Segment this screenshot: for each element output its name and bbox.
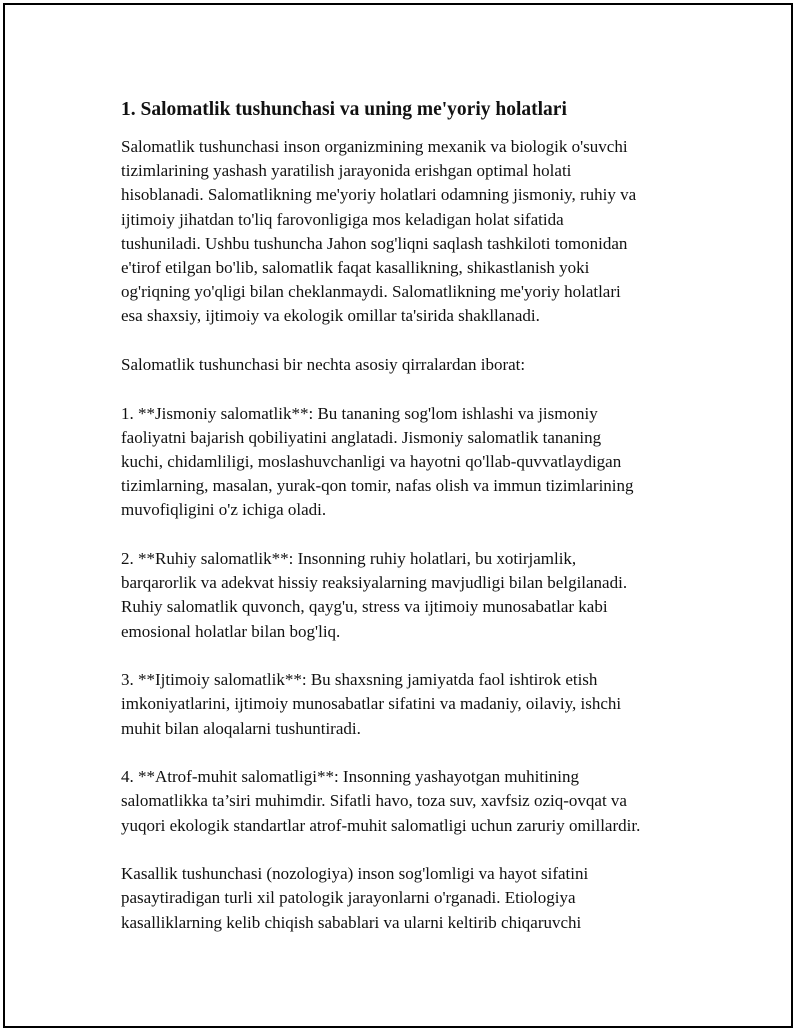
text-line: imkoniyatlarini, ijtimoiy munosabatlar sifatini va madaniy, oilaviy, ishchi — [121, 694, 622, 714]
page-frame — [3, 3, 793, 1028]
text-line: pasaytiradigan turli xil patologik jarayonlarni o'rganadi. Etiologiya — [121, 888, 576, 908]
text-line: tushuniladi. Ushbu tushuncha Jahon sog'liqni saqlash tashkiloti tomonidan — [121, 233, 628, 253]
paragraph — [121, 765, 701, 838]
text-line: emosional holatlar bilan bog'liq. — [121, 621, 341, 641]
text-line: e'tirof etilgan bo'lib, salomatlik faqat kasallikning, shikastlanish yoki — [121, 258, 590, 278]
text-line: 2. **Ruhiy salomatlik**: Insonning ruhiy holatlari, bu xotirjamlik, — [121, 549, 577, 569]
text-line: faoliyatni bajarish qobiliyatini anglatadi. Jismoniy salomatlik tananing — [121, 427, 602, 447]
text-line: barqarorlik va adekvat hissiy reaksiyalarning mavjudligi bilan belgilanadi. — [121, 573, 628, 593]
text-line: 4. **Atrof-muhit salomatligi**: Insonning yashayotgan muhitining — [121, 767, 580, 787]
text-line: kasalliklarning kelib chiqish sabablari va ularni keltirib chiqaruvchi — [121, 912, 582, 932]
text-line: og'riqning yo'qligi bilan cheklanmaydi. Salomatlikning me'yoriy holatlari — [121, 282, 621, 302]
text-line: salomatlikka ta’siri muhimdir. Sifatli havo, toza suv, xavfsiz oziq-ovqat va — [121, 791, 627, 811]
text-line: Salomatlik tushunchasi bir nechta asosiy qirralardan iborat: — [121, 355, 526, 375]
text-line: ijtimoiy jihatdan to'liq farovonligiga mos keladigan holat sifatida — [121, 209, 564, 229]
text-line: Kasallik tushunchasi (nozologiya) inson sog'lomligi va hayot sifatini — [121, 864, 589, 884]
paragraph — [121, 862, 701, 935]
text-line: tizimlarining yashash yaratilish jarayonida erishgan optimal holati — [121, 161, 572, 181]
text-line: kuchi, chidamliligi, moslashuvchanligi va hayotni qo'llab-quvvatlaydigan — [121, 452, 622, 472]
document-body — [121, 97, 701, 959]
text-line: hisoblanadi. Salomatlikning me'yoriy holatlari odamning jismoniy, ruhiy va — [121, 185, 637, 205]
text-line: 3. **Ijtimoiy salomatlik**: Bu shaxsning jamiyatda faol ishtirok etish — [121, 670, 598, 690]
text-line: muhit bilan aloqalarni tushuntiradi. — [121, 718, 361, 738]
text-line: Salomatlik tushunchasi inson organizmining mexanik va biologik o'suvchi — [121, 137, 628, 156]
text-line: yuqori ekologik standartlar atrof-muhit salomatligi uchun zaruriy omillardir. — [121, 815, 641, 835]
text-line: esa shaxsiy, ijtimoiy va ekologik omillar ta'sirida shakllanadi. — [121, 306, 540, 326]
paragraph — [121, 668, 701, 741]
paragraph — [121, 135, 701, 329]
paragraph-list — [121, 135, 701, 935]
paragraph — [121, 547, 701, 644]
text-line: tizimlarning, masalan, yurak-qon tomir, nafas olish va immun tizimlarining — [121, 476, 634, 496]
paragraph — [121, 402, 701, 523]
section-heading: 1. Salomatlik tushunchasi va uning me'yoriy holatlari — [121, 99, 567, 120]
paragraph — [121, 353, 701, 377]
text-line: 1. **Jismoniy salomatlik**: Bu tananing sog'lom ishlashi va jismoniy — [121, 403, 598, 423]
text-line: Ruhiy salomatlik quvonch, qayg'u, stress va ijtimoiy munosabatlar kabi — [121, 597, 608, 617]
text-line: muvofiqligini o'z ichiga oladi. — [121, 500, 327, 520]
